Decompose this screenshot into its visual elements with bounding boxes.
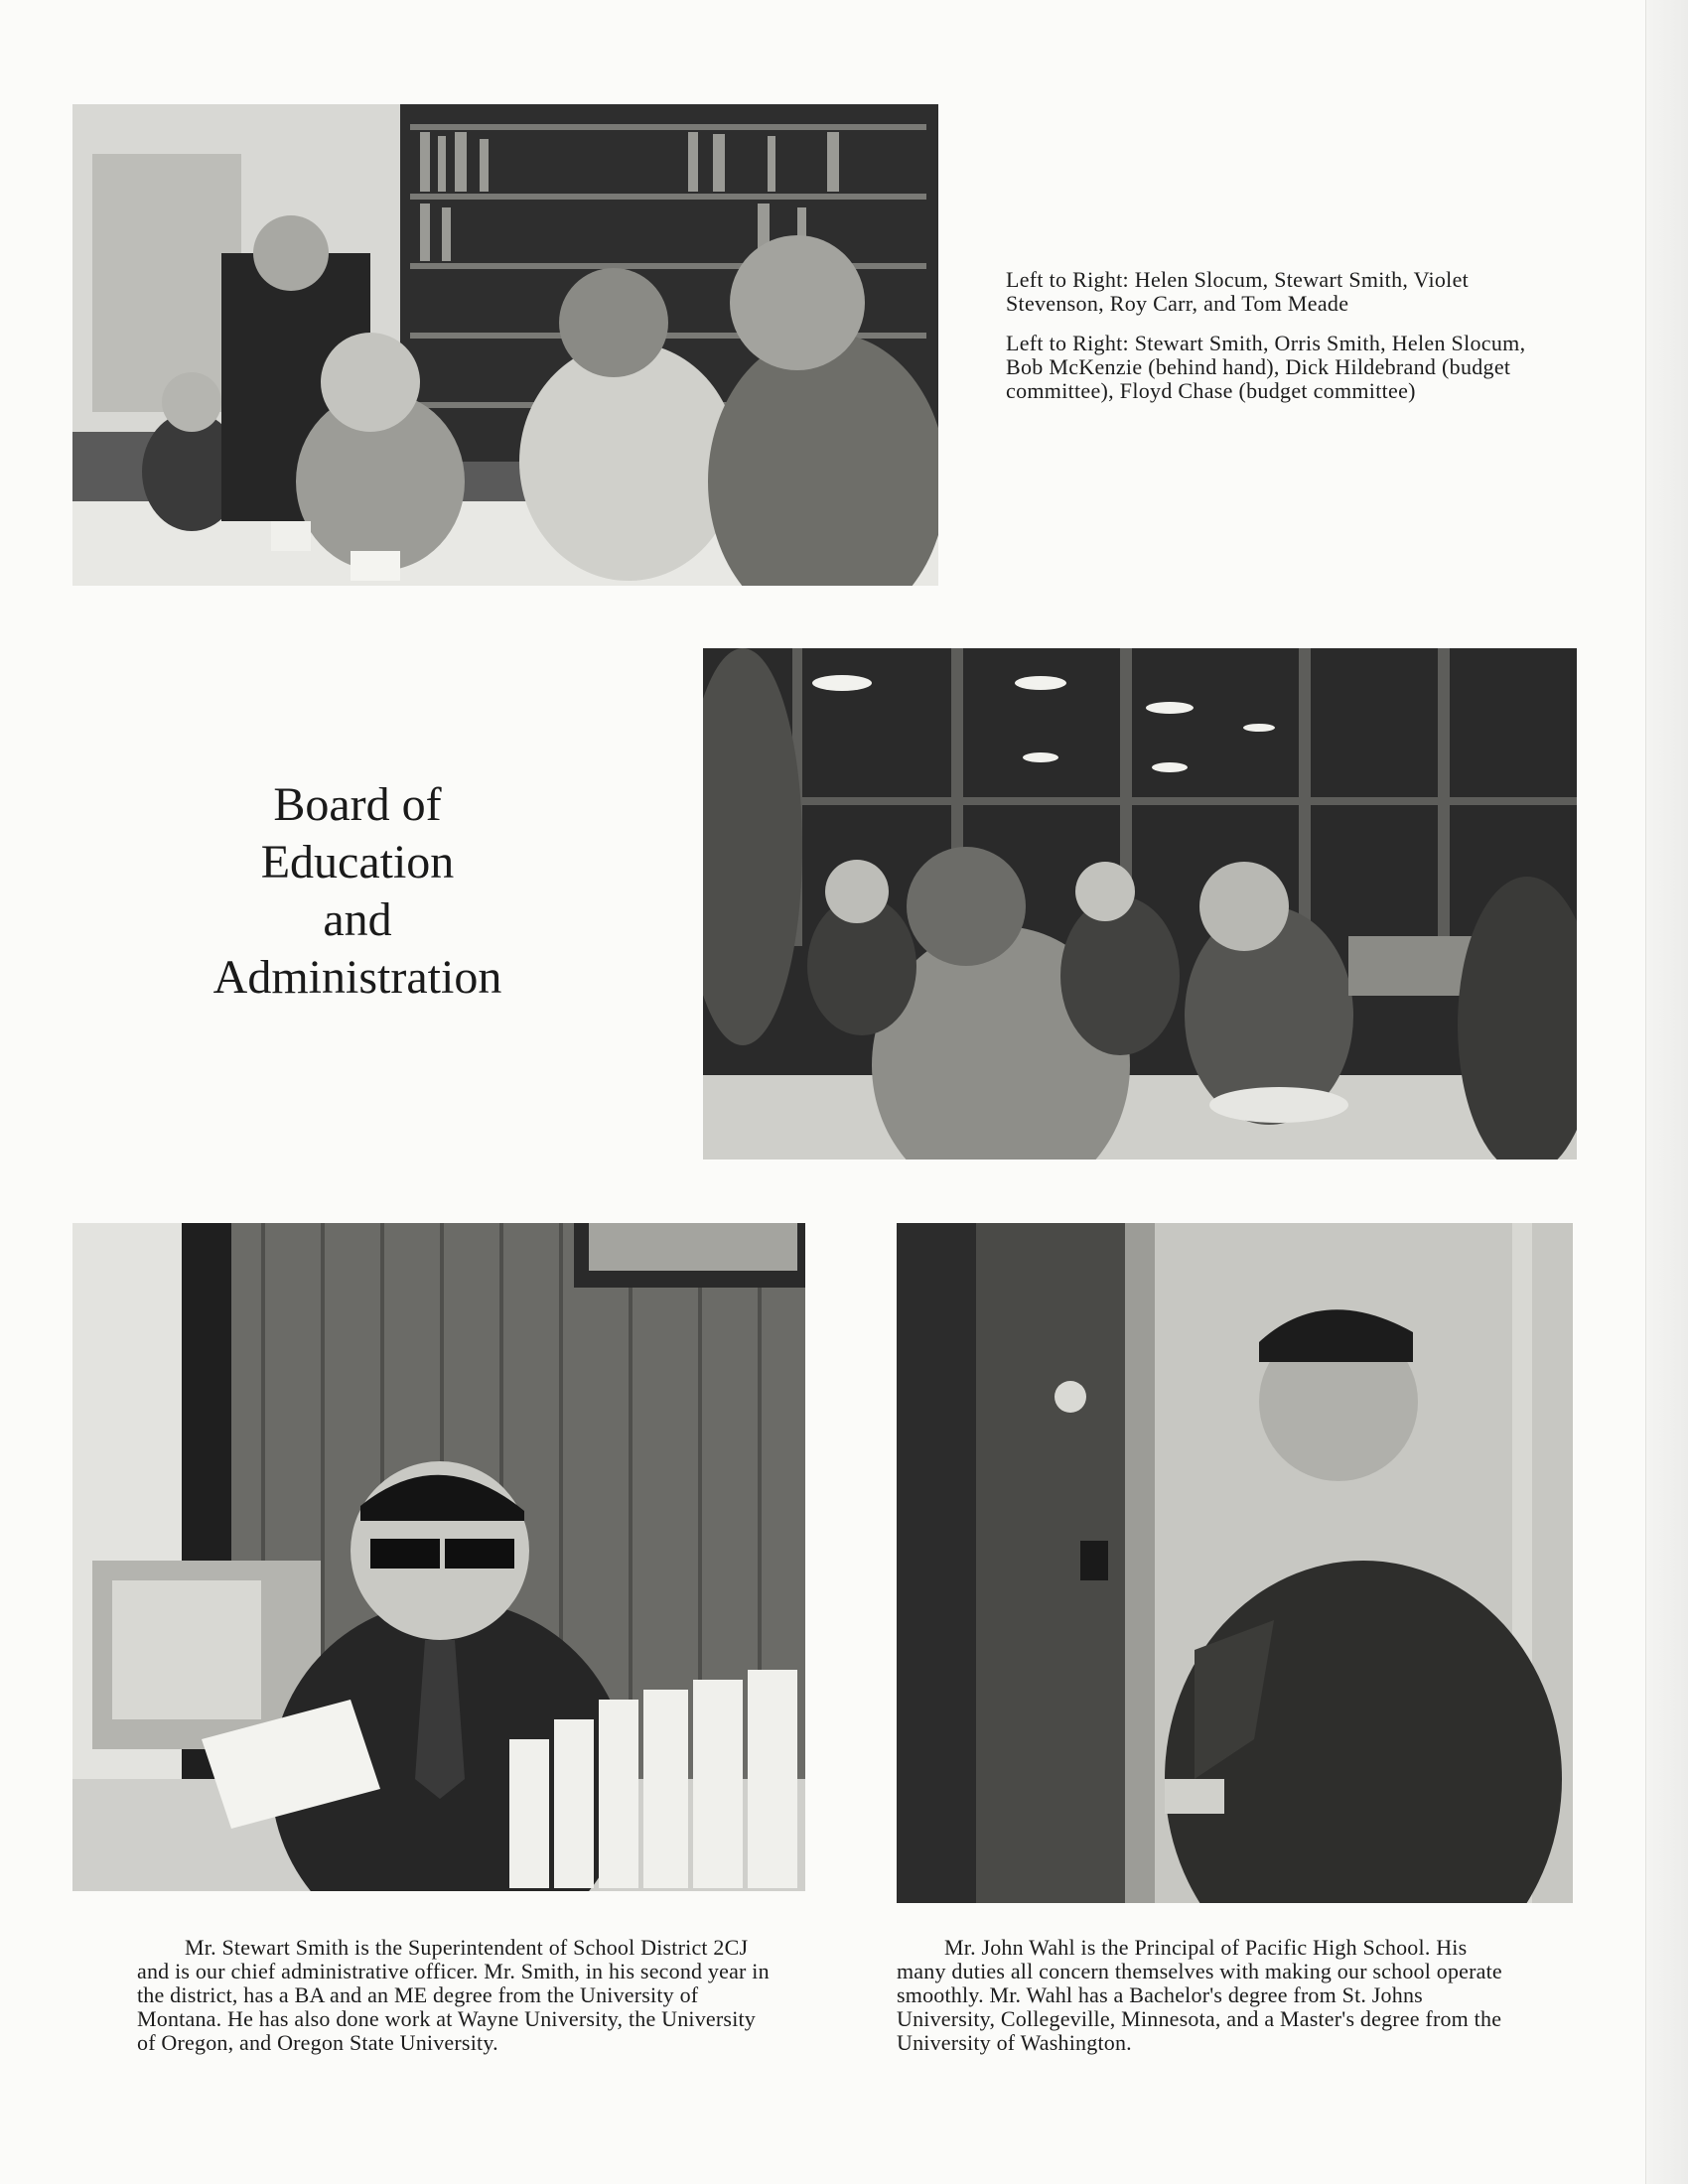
john-wahl-bio	[897, 1936, 1512, 2055]
top-photo-caption: Left to Right: Helen Slocum, Stewart Smith, Violet Stevenson, Roy Carr, and Tom Meade	[1006, 267, 1470, 316]
title-line: Board of	[273, 778, 442, 831]
middle-photo-caption: Left to Right: Stewart Smith, Orris Smith, Helen Slocum, Bob McKenzie (behind hand), Dick Hildebrand (budget committee), Floyd Chase (budget committee)	[1006, 331, 1526, 403]
stewart-smith-bio-text: Mr. Stewart Smith is the Superintendent of School District 2CJ and is our chief administrative officer. Mr. Smith, in his second year in the district, has a BA and an ME degree from the University of Montana. He has also done work at Wayne University, the University of Oregon, and Oregon State University.	[137, 1935, 770, 2055]
john-wahl-bio-text: Mr. John Wahl is the Principal of Pacific High School. His many duties all concern themselves with making our school operate smoothly. Mr. Wahl has a Bachelor's degree from St. Johns University, Collegeville, Minnesota, and a Master's degree from the University of Washington.	[897, 1935, 1502, 2055]
stewart-smith-bio	[137, 1936, 773, 2055]
page-title	[149, 776, 566, 1007]
board-meeting-room-photo	[703, 648, 1577, 1160]
photo-captions	[1006, 268, 1562, 419]
stewart-smith-photo	[72, 1223, 805, 1891]
john-wahl-photo	[897, 1223, 1573, 1903]
title-line: and	[323, 893, 392, 946]
board-meeting-library-photo	[72, 104, 938, 586]
title-line: Education	[260, 836, 455, 888]
page-edge-shadow	[1645, 0, 1688, 2184]
title-line: Administration	[212, 951, 502, 1004]
